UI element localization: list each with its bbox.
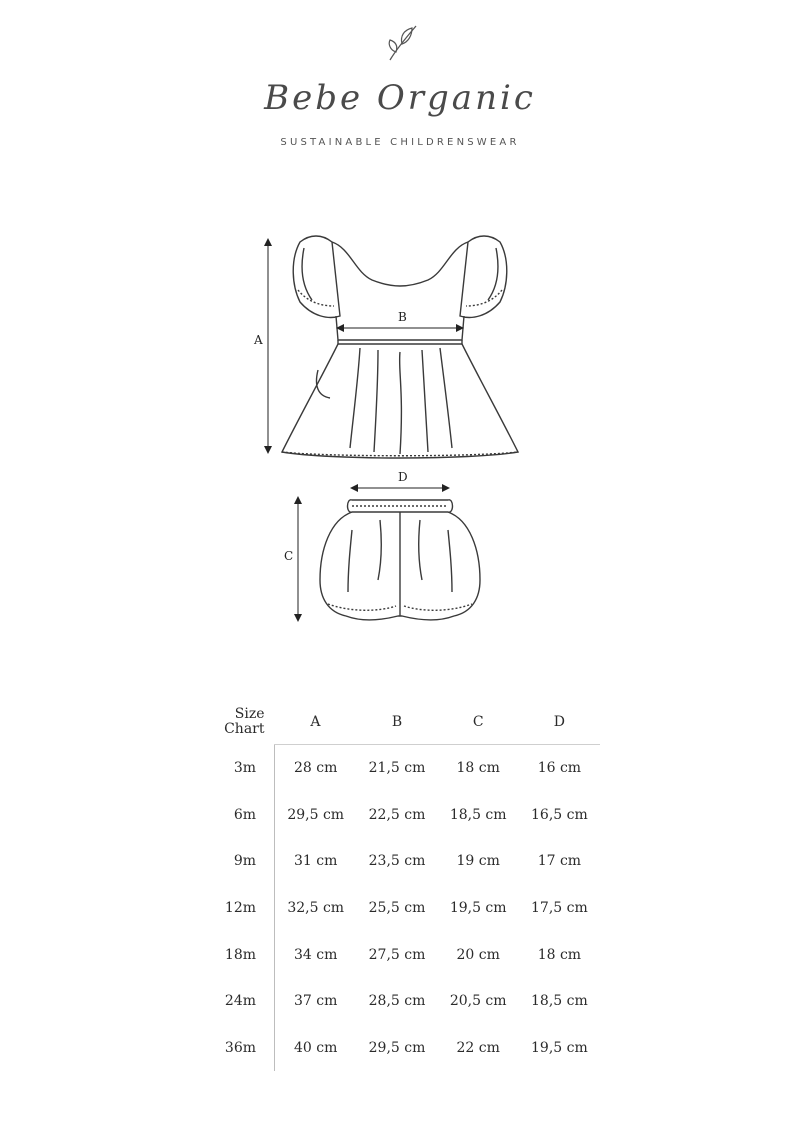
cell-a: 32,5 cm xyxy=(275,885,357,932)
cell-c: 20,5 cm xyxy=(449,993,507,1010)
row-size-label: 6m xyxy=(233,806,256,823)
cell-d: 18 cm xyxy=(537,946,582,963)
cell-c: 19 cm xyxy=(456,853,500,870)
table-row xyxy=(200,745,600,792)
cell-b: 28,5 cm xyxy=(368,993,426,1010)
cell-d: 16 cm xyxy=(537,760,582,777)
column-header-c: C xyxy=(438,700,519,745)
table-row xyxy=(200,931,600,978)
cell-c: 18,5 cm xyxy=(449,806,507,823)
row-size-label: 12m xyxy=(224,900,256,917)
column-header-d: D xyxy=(519,700,600,745)
table-row xyxy=(200,885,600,932)
cell-a: 31 cm xyxy=(275,838,357,885)
cell-d: 16,5 cm xyxy=(531,806,588,823)
cell-a: 29,5 cm xyxy=(275,792,357,839)
size-chart-header-row xyxy=(200,700,600,745)
cell-b: 23,5 cm xyxy=(368,853,426,870)
corner-line-2: Chart xyxy=(224,721,265,738)
dimension-label-a: A xyxy=(254,333,263,347)
cell-c: 18 cm xyxy=(456,760,500,777)
garment-illustration xyxy=(0,220,800,640)
row-size-label: 36m xyxy=(224,1039,256,1056)
table-row xyxy=(200,978,600,1025)
table-row xyxy=(200,838,600,885)
size-chart-table xyxy=(200,700,600,1071)
cell-b: 27,5 cm xyxy=(368,946,426,963)
size-chart-corner xyxy=(200,700,275,745)
cell-c: 20 cm xyxy=(456,946,500,963)
cell-c: 22 cm xyxy=(456,1039,500,1056)
column-header-b: B xyxy=(356,700,437,745)
dimension-label-b: B xyxy=(398,310,407,324)
bloomers-drawing xyxy=(320,500,480,620)
table-row xyxy=(200,792,600,839)
cell-b: 29,5 cm xyxy=(368,1039,426,1056)
row-size-label: 18m xyxy=(224,946,256,963)
cell-b: 21,5 cm xyxy=(368,760,426,777)
cell-d: 17,5 cm xyxy=(531,900,588,917)
cell-d: 19,5 cm xyxy=(531,1039,588,1056)
column-header-a: A xyxy=(275,700,357,745)
cell-a: 28 cm xyxy=(275,745,357,792)
leaf-sprig-icon xyxy=(382,20,422,64)
row-size-label: 24m xyxy=(224,993,256,1010)
corner-line-1: Size xyxy=(234,706,265,723)
garment-diagram xyxy=(0,220,800,640)
dimension-label-d: D xyxy=(398,470,408,484)
brand-header xyxy=(0,0,800,160)
brand-tagline: SUSTAINABLE CHILDRENSWEAR xyxy=(280,137,520,148)
cell-a: 37 cm xyxy=(275,978,357,1025)
brand-name: Bebe Organic xyxy=(264,78,536,118)
cell-d: 17 cm xyxy=(537,853,582,870)
cell-a: 40 cm xyxy=(275,1025,357,1072)
dimension-label-c: C xyxy=(284,549,294,563)
table-row xyxy=(200,1025,600,1072)
dress-drawing xyxy=(282,236,518,458)
cell-b: 25,5 cm xyxy=(368,900,426,917)
cell-a: 34 cm xyxy=(275,931,357,978)
row-size-label: 9m xyxy=(233,853,256,870)
row-size-label: 3m xyxy=(233,760,256,777)
cell-b: 22,5 cm xyxy=(368,806,426,823)
cell-d: 18,5 cm xyxy=(531,993,588,1010)
cell-c: 19,5 cm xyxy=(449,900,507,917)
